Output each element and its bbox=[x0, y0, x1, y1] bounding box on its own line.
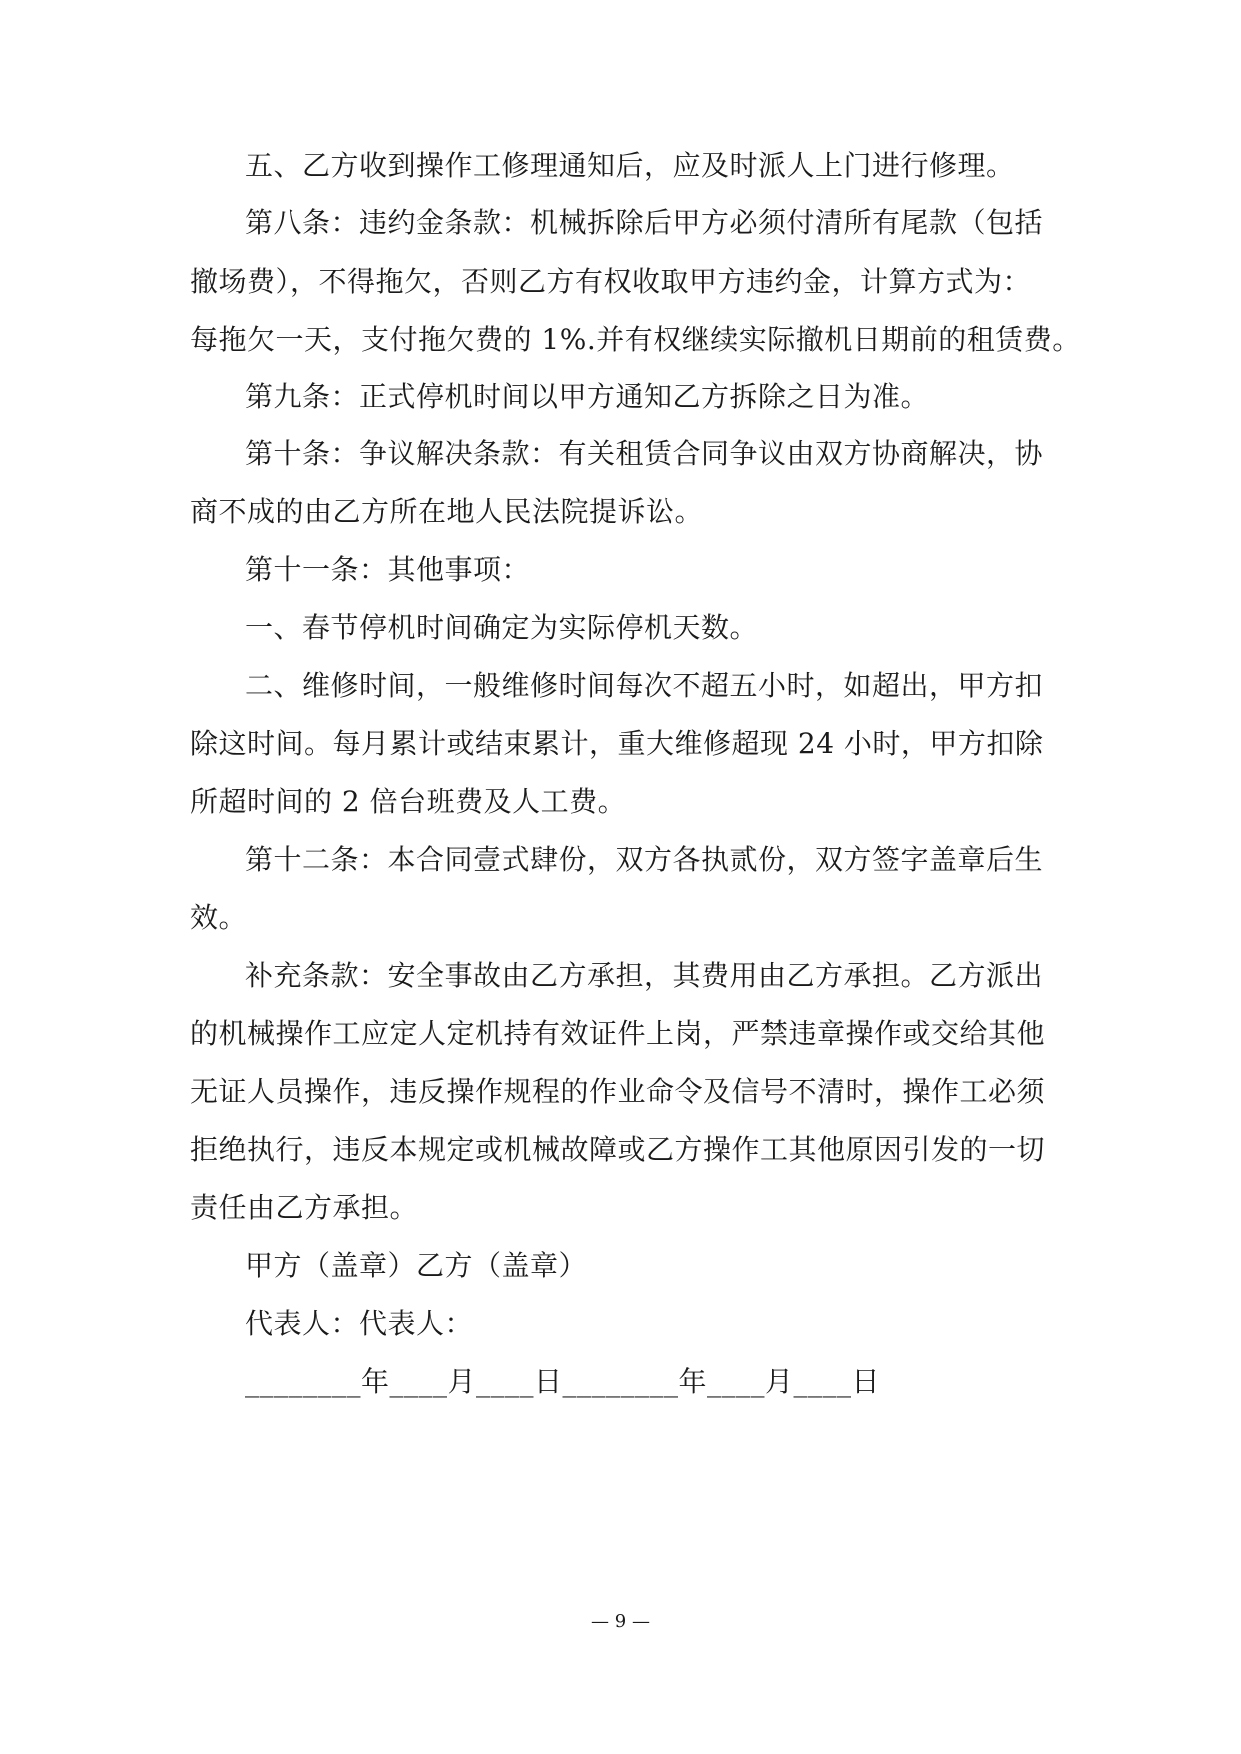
paragraph-line: 第九条：正式停机时间以甲方通知乙方拆除之日为准。 bbox=[245, 380, 930, 413]
paragraph-line: 所超时间的 2 倍台班费及人工费。 bbox=[190, 785, 627, 818]
paragraph-line: 效。 bbox=[190, 901, 248, 934]
representatives-line: 代表人：代表人： bbox=[245, 1307, 474, 1340]
paragraph-line: 责任由乙方承担。 bbox=[190, 1191, 419, 1224]
paragraph-line: 除这时间。每月累计或结束累计，重大维修超现 24 小时，甲方扣除 bbox=[190, 727, 1044, 760]
paragraph-line: 无证人员操作，违反操作规程的作业命令及信号不清时，操作工必须 bbox=[190, 1075, 1046, 1108]
paragraph-line: 第十一条：其他事项： bbox=[245, 553, 531, 586]
page-number: — 9 — bbox=[591, 1611, 650, 1632]
paragraph-line: 二、维修时间，一般维修时间每次不超五小时，如超出，甲方扣 bbox=[245, 669, 1044, 702]
date-line: ________年____月____日________年____月____日 bbox=[245, 1365, 881, 1398]
paragraph-line: 第十条：争议解决条款：有关租赁合同争议由双方协商解决，协 bbox=[245, 437, 1044, 470]
paragraph-line: 每拖欠一天，支付拖欠费的 1%.并有权继续实际撤机日期前的租赁费。 bbox=[190, 323, 1081, 356]
paragraph-line: 第八条：违约金条款：机械拆除后甲方必须付清所有尾款（包括 bbox=[245, 206, 1044, 239]
paragraph-line: 第十二条：本合同壹式肆份，双方各执贰份，双方签字盖章后生 bbox=[245, 843, 1044, 876]
paragraph-line: 撤场费），不得拖欠，否则乙方有权收取甲方违约金，计算方式为： bbox=[190, 265, 1032, 298]
paragraph-line: 一、春节停机时间确定为实际停机天数。 bbox=[245, 611, 759, 644]
paragraph-line: 的机械操作工应定人定机持有效证件上岗，严禁违章操作或交给其他 bbox=[190, 1017, 1046, 1050]
paragraph-line: 五、乙方收到操作工修理通知后，应及时派人上门进行修理。 bbox=[245, 149, 1015, 182]
paragraph-line: 补充条款：安全事故由乙方承担，其费用由乙方承担。乙方派出 bbox=[245, 959, 1044, 992]
signature-parties-line: 甲方（盖章）乙方（盖章） bbox=[245, 1249, 588, 1282]
paragraph-line: 拒绝执行，违反本规定或机械故障或乙方操作工其他原因引发的一切 bbox=[190, 1133, 1046, 1166]
paragraph-line: 商不成的由乙方所在地人民法院提诉讼。 bbox=[190, 495, 704, 528]
